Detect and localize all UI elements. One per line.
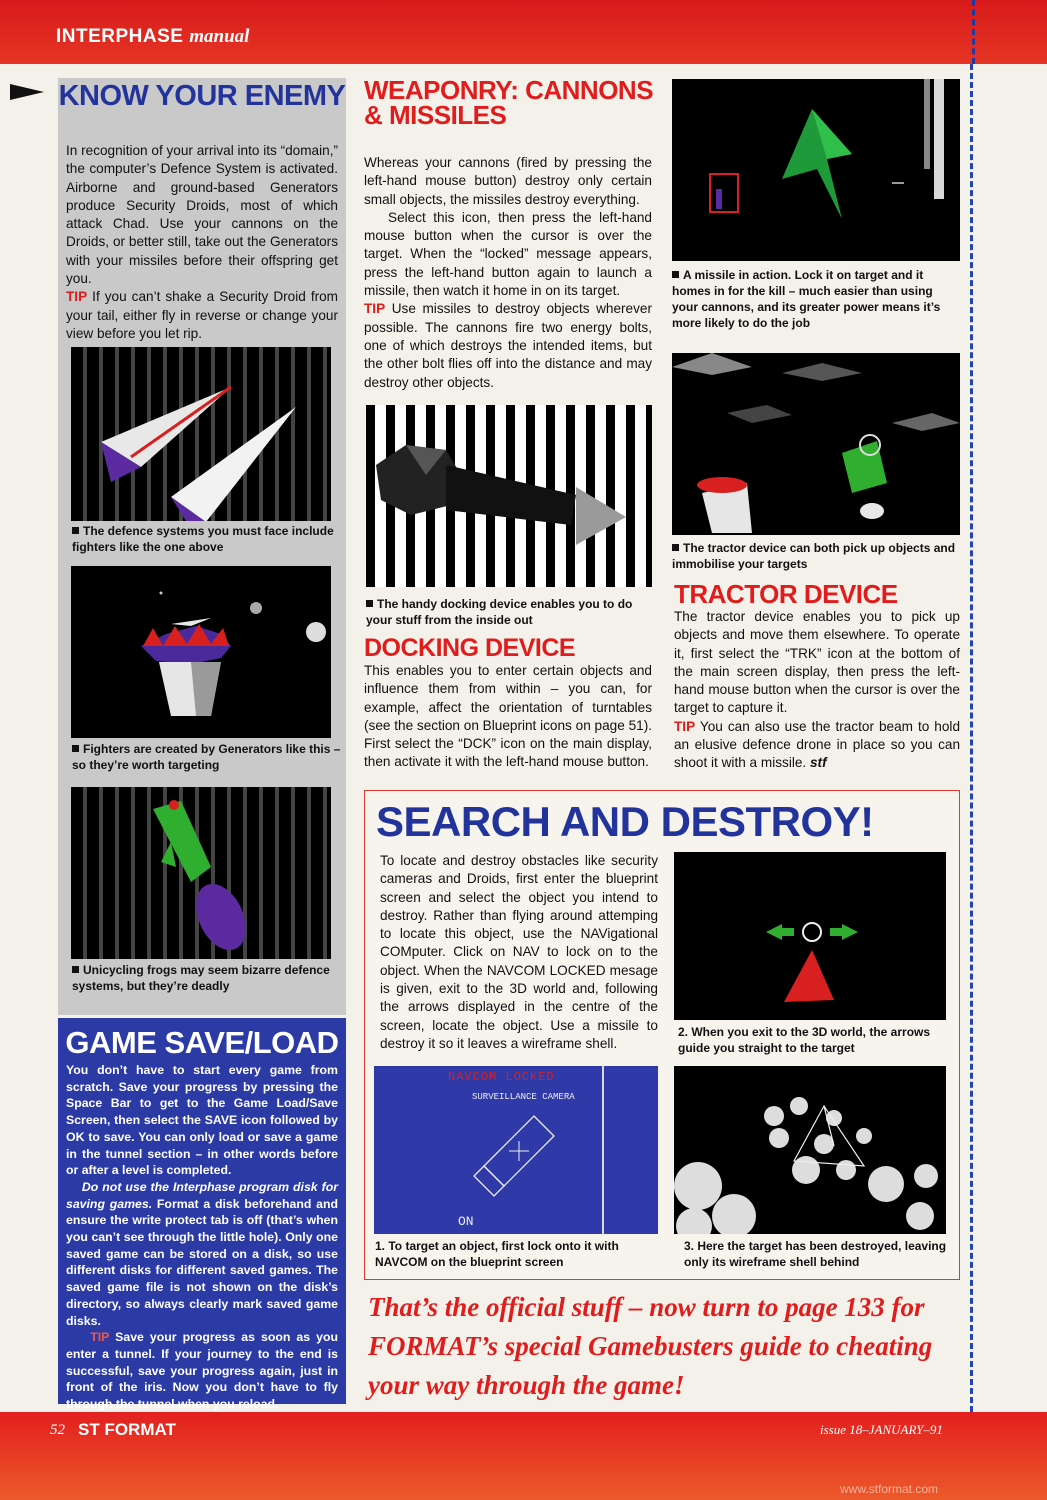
top-banner (0, 0, 1047, 64)
game-save-title: GAME SAVE/LOAD (65, 1025, 339, 1060)
navcom-camera-label: SURVEILLANCE CAMERA (472, 1092, 575, 1102)
watermark: www.stformat.com (840, 1482, 939, 1496)
caption-wireframe: 3. Here the target has been destroyed, leaving only its wireframe shell behind (684, 1239, 947, 1269)
caption-navcom-arrows: 2. When you exit to the 3D world, the arrows guide you straight to the target (678, 1025, 931, 1055)
section-subname: manual (189, 26, 250, 47)
search-destroy-title: SEARCH AND DESTROY! (376, 798, 874, 845)
fighter-icon (71, 347, 331, 521)
game-save-p2: Format a disk beforehand and ensure the write protect tab is off (that’s when you can’t see through the little hole). Only one saved game can be stored on a disk, so use different disks for different saved games. The saved game file is not shown on the disk’s directory, so always clearly mark saved game disks. (66, 1196, 338, 1328)
target-arrows-icon (674, 852, 946, 1020)
game-save-body (66, 1062, 338, 1413)
weaponry-p1: Whereas your cannons (fired by pressing the left-hand mouse button) destroy only certain small objects, the missiles destroy everything. (364, 155, 652, 207)
tractor-tip: You can also use the tractor beam to hold an elusive defence drone in place so you can shoot it with a missile. (674, 718, 961, 771)
weaponry-p2: Select this icon, then press the left-hand mouse button when the cursor is over the target. When the “locked” message appears, press the left-hand button again to launch a missile, then watch it home in on its target. (364, 209, 652, 299)
docking-device-icon (366, 405, 652, 587)
footer-banner (0, 1412, 1047, 1500)
tip-label: TIP (90, 1330, 110, 1345)
navcom-locked-screenshot (374, 1066, 658, 1234)
know-your-enemy-body (66, 142, 338, 343)
tractor-device-icon (672, 353, 960, 535)
game-save-warning: Do not use the Interphase program disk for saving games. (66, 1179, 338, 1211)
frog-icon (71, 787, 331, 959)
camera-wireframe-icon (374, 1066, 658, 1234)
tractor-body (674, 608, 960, 773)
missile-screenshot (672, 79, 960, 261)
docking-body: This enables you to enter certain objects and influence them from within – you can, for example, affect the orientation of turntables (see the section on Blueprint icons on page 51). First select the “DCK” icon on the main display, then activate it with the left-hand mouse button. (364, 663, 652, 770)
navcom-on-label: ON (458, 1214, 474, 1229)
tractor-title: TRACTOR DEVICE (674, 579, 898, 609)
know-your-enemy-text: In recognition of your arrival into its “domain,” the computer’s Defence System is activated. Airborne and ground-based Generators produce Security Droids, most of which attack Chad. Use your cannons on the Droids, or better still, take out the Generators with your missiles before their offspring get you. (66, 143, 338, 287)
caption-frogs: Unicycling frogs may seem bizarre defence systems, but they’re deadly (72, 963, 330, 993)
outro-text: That’s the official stuff – now turn to page 133 for FORMAT’s special Gamebusters guide to cheating your way through the game! (368, 1292, 933, 1400)
caption-generators: Fighters are created by Generators like this – so they’re worth targeting (72, 742, 341, 772)
tip-label: TIP (66, 289, 88, 305)
missile-icon (672, 79, 960, 261)
page-dashed-line (970, 64, 973, 1412)
docking-title: DOCKING DEVICE (364, 634, 576, 662)
weaponry-body (364, 154, 652, 392)
weaponry-tip: Use missiles to destroy objects wherever possible. The cannons fire two energy bolts, one of which destroys the intended items, but the other bolt flies off into the distance and may destroy other objects. (364, 301, 652, 390)
navcom-arrows-screenshot (674, 852, 946, 1020)
issue-label: issue 18–JANUARY–91 (820, 1422, 943, 1437)
know-your-enemy-title: KNOW YOUR ENEMY (58, 80, 346, 112)
caption-navcom-locked: 1. To target an object, first lock onto it with NAVCOM on the blueprint screen (375, 1239, 619, 1269)
page-number: 52 (50, 1422, 65, 1438)
tip-label: TIP (674, 718, 696, 734)
tractor-screenshot (672, 353, 960, 535)
search-destroy-body: To locate and destroy obstacles like security cameras and Droids, first enter the blueprint screen and select the object you intend to destroy. Rather than flying around attemping to locate this object, use the NAVigational COMputer. Click on NAV to lock on to the object. When the NAVCOM LOCKED mesage is given, exit to the 3D world and, following the arrows displayed in the centre of the screen, locate the object. Use a missile to destroy it so it leaves a wireframe shell. (380, 853, 658, 1051)
game-save-p1: You don’t have to start every game from scratch. Save your progress by pressing the Space Bar to get to the Game Load/Save Screen, then select the SAVE icon followed by OK to save. You can only load or save a game in the tunnel section – in other words before or after a level is completed. (66, 1063, 338, 1178)
top-dashed-line (972, 0, 975, 64)
game-save-tip: Save your progress as soon as you enter a tunnel. If your journey to the end is successful, save your progress again, just in front of the iris. Now you don’t have to fly through the tunnel when you reload. (66, 1330, 339, 1412)
caption-fighters: The defence systems you must face include fighters like the one above (72, 524, 334, 554)
know-your-enemy-tip: If you can’t shake a Security Droid from your tail, either fly in reverse or change your view before you let rip. (66, 289, 339, 341)
fighter-screenshot (71, 347, 331, 521)
generator-icon (71, 566, 331, 738)
caption-tractor: The tractor device can both pick up objects and immobilise your targets (672, 541, 956, 571)
generator-screenshot (71, 566, 331, 738)
tractor-text: The tractor device enables you to pick up objects and move them elsewhere. To operate it, first select the “TRK” icon at the bottom of the main screen display, then press the left-hand mouse button when the cursor is over the target to capture it. (674, 609, 960, 716)
author-signature: stf (810, 755, 827, 771)
caption-missile: A missile in action. Lock it on target and it homes in for the kill – much easier than using your cannons, and its greater power means it’s more likely to do the job (672, 268, 941, 330)
pointer-arrow-icon (10, 84, 44, 100)
section-name: INTERPHASE (56, 26, 184, 47)
section-header (56, 26, 249, 48)
navcom-locked-label: NAVCOM LOCKED (448, 1070, 555, 1084)
docking-screenshot (366, 405, 652, 587)
caption-docking: The handy docking device enables you to do your stuff from the inside out (366, 597, 633, 627)
tip-label: TIP (364, 301, 386, 317)
wireframe-shell-icon (674, 1066, 946, 1234)
frog-screenshot (71, 787, 331, 959)
weaponry-title: WEAPONRY: CANNONS & MISSILES (364, 75, 654, 130)
magazine-name: ST FORMAT (78, 1420, 176, 1439)
wireframe-screenshot (674, 1066, 946, 1234)
